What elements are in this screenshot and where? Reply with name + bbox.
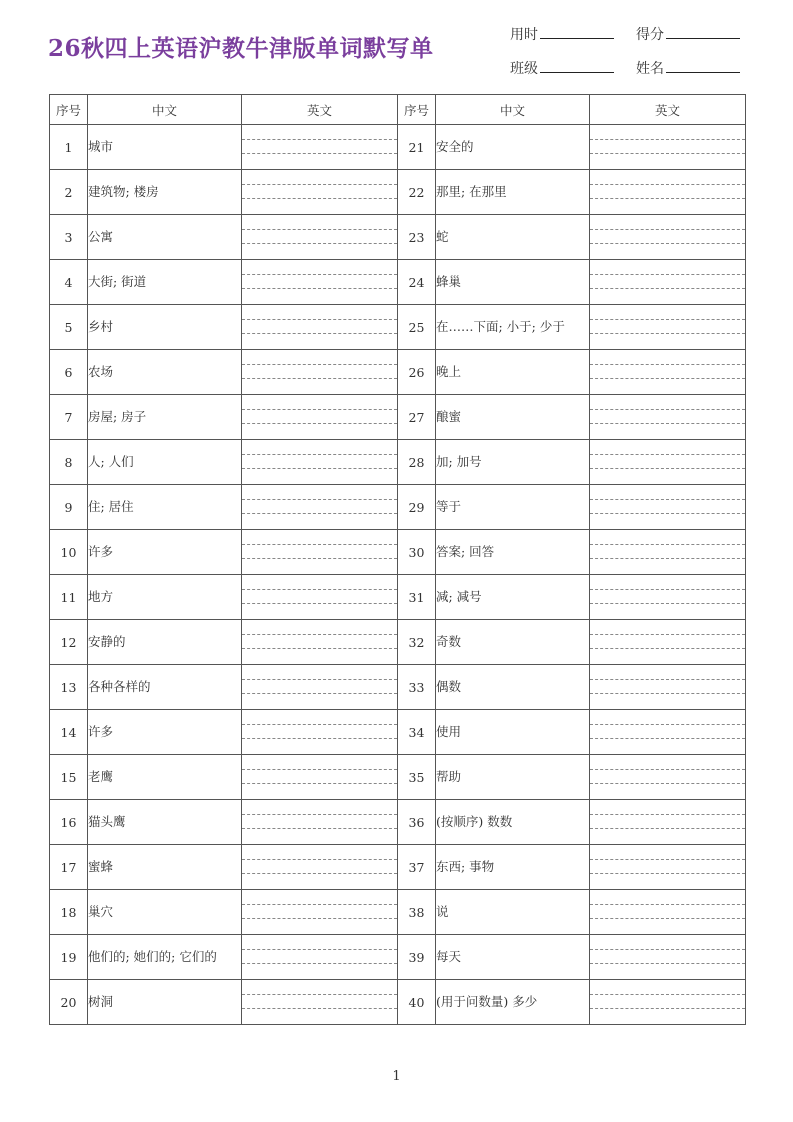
- chinese-meaning: 房屋; 房子: [88, 395, 242, 440]
- name-blank[interactable]: [666, 58, 740, 73]
- word-table: [49, 94, 746, 1025]
- table-row: [50, 350, 746, 395]
- writing-guide-line: [590, 679, 745, 680]
- writing-guide-line: [590, 1008, 745, 1009]
- chinese-meaning: 住; 居住: [88, 485, 242, 530]
- writing-guide-line: [242, 603, 397, 604]
- chinese-meaning: 等于: [436, 485, 590, 530]
- writing-guide-line: [590, 544, 745, 545]
- english-answer-blank[interactable]: [242, 665, 398, 710]
- word-number: 17: [50, 845, 88, 890]
- writing-guide-line: [242, 184, 397, 185]
- table-row: [50, 170, 746, 215]
- writing-guide-line: [590, 873, 745, 874]
- table-row: [50, 800, 746, 845]
- table-row: [50, 890, 746, 935]
- chinese-meaning: 在……下面; 小于; 少于: [436, 305, 590, 350]
- chinese-meaning: 建筑物; 楼房: [88, 170, 242, 215]
- english-answer-blank[interactable]: [590, 260, 746, 305]
- english-answer-blank[interactable]: [590, 575, 746, 620]
- chinese-meaning: 猫头鹰: [88, 800, 242, 845]
- writing-guide-line: [590, 994, 745, 995]
- word-number: 27: [398, 395, 436, 440]
- word-number: 32: [398, 620, 436, 665]
- time-label: 用时: [510, 27, 538, 43]
- english-answer-blank[interactable]: [242, 980, 398, 1025]
- word-number: 11: [50, 575, 88, 620]
- writing-guide-line: [590, 499, 745, 500]
- writing-guide-line: [590, 409, 745, 410]
- writing-guide-line: [590, 198, 745, 199]
- chinese-meaning: 每天: [436, 935, 590, 980]
- writing-guide-line: [242, 783, 397, 784]
- word-number: 13: [50, 665, 88, 710]
- class-label: 班级: [510, 61, 538, 77]
- writing-guide-line: [590, 814, 745, 815]
- chinese-meaning: 人; 人们: [88, 440, 242, 485]
- writing-guide-line: [242, 288, 397, 289]
- word-number: 19: [50, 935, 88, 980]
- writing-guide-line: [242, 693, 397, 694]
- writing-guide-line: [242, 468, 397, 469]
- chinese-meaning: 晚上: [436, 350, 590, 395]
- writing-guide-line: [242, 634, 397, 635]
- table-row: [50, 845, 746, 890]
- word-number: 26: [398, 350, 436, 395]
- writing-guide-line: [590, 153, 745, 154]
- english-answer-blank[interactable]: [242, 485, 398, 530]
- word-number: 14: [50, 710, 88, 755]
- word-number: 39: [398, 935, 436, 980]
- writing-guide-line: [590, 139, 745, 140]
- header-zh: 中文: [88, 95, 242, 125]
- english-answer-blank[interactable]: [242, 125, 398, 170]
- chinese-meaning: 减; 减号: [436, 575, 590, 620]
- chinese-meaning: 农场: [88, 350, 242, 395]
- word-number: 16: [50, 800, 88, 845]
- english-answer-blank[interactable]: [242, 395, 398, 440]
- header-zh: 中文: [436, 95, 590, 125]
- chinese-meaning: 蛇: [436, 215, 590, 260]
- word-number: 38: [398, 890, 436, 935]
- chinese-meaning: 巢穴: [88, 890, 242, 935]
- english-answer-blank[interactable]: [242, 755, 398, 800]
- chinese-meaning: 树洞: [88, 980, 242, 1025]
- chinese-meaning: 大街; 街道: [88, 260, 242, 305]
- writing-guide-line: [590, 949, 745, 950]
- english-answer-blank[interactable]: [590, 485, 746, 530]
- table-row: [50, 260, 746, 305]
- word-number: 6: [50, 350, 88, 395]
- writing-guide-line: [242, 333, 397, 334]
- chinese-meaning: 偶数: [436, 665, 590, 710]
- word-number: 18: [50, 890, 88, 935]
- writing-guide-line: [242, 499, 397, 500]
- english-answer-blank[interactable]: [590, 665, 746, 710]
- word-number: 1: [50, 125, 88, 170]
- word-number: 37: [398, 845, 436, 890]
- writing-guide-line: [242, 454, 397, 455]
- word-number: 4: [50, 260, 88, 305]
- writing-guide-line: [590, 904, 745, 905]
- writing-guide-line: [242, 949, 397, 950]
- table-row: [50, 710, 746, 755]
- word-number: 31: [398, 575, 436, 620]
- writing-guide-line: [242, 423, 397, 424]
- english-answer-blank[interactable]: [242, 800, 398, 845]
- writing-guide-line: [590, 558, 745, 559]
- writing-guide-line: [590, 243, 745, 244]
- writing-guide-line: [242, 963, 397, 964]
- writing-guide-line: [590, 724, 745, 725]
- writing-guide-line: [242, 724, 397, 725]
- chinese-meaning: 许多: [88, 530, 242, 575]
- writing-guide-line: [242, 814, 397, 815]
- word-number: 35: [398, 755, 436, 800]
- english-answer-blank[interactable]: [242, 530, 398, 575]
- english-answer-blank[interactable]: [242, 260, 398, 305]
- writing-guide-line: [590, 454, 745, 455]
- time-blank[interactable]: [540, 24, 614, 39]
- writing-guide-line: [590, 589, 745, 590]
- word-number: 7: [50, 395, 88, 440]
- page-title: 26秋四上英语沪教牛津版单词默写单: [48, 35, 434, 62]
- writing-guide-line: [242, 243, 397, 244]
- name-field: [636, 58, 740, 78]
- writing-guide-line: [590, 603, 745, 604]
- writing-guide-line: [590, 783, 745, 784]
- writing-guide-line: [590, 828, 745, 829]
- chinese-meaning: 城市: [88, 125, 242, 170]
- english-answer-blank[interactable]: [590, 440, 746, 485]
- writing-guide-line: [242, 738, 397, 739]
- score-field: [636, 24, 740, 44]
- english-answer-blank[interactable]: [590, 350, 746, 395]
- english-answer-blank[interactable]: [590, 530, 746, 575]
- english-answer-blank[interactable]: [590, 935, 746, 980]
- table-row: [50, 215, 746, 260]
- table-row: [50, 575, 746, 620]
- writing-guide-line: [242, 319, 397, 320]
- chinese-meaning: 各种各样的: [88, 665, 242, 710]
- writing-guide-line: [590, 693, 745, 694]
- writing-guide-line: [590, 769, 745, 770]
- chinese-meaning: 地方: [88, 575, 242, 620]
- writing-guide-line: [590, 738, 745, 739]
- chinese-meaning: 酿蜜: [436, 395, 590, 440]
- table-row: [50, 305, 746, 350]
- table-row: [50, 395, 746, 440]
- word-number: 21: [398, 125, 436, 170]
- writing-guide-line: [242, 1008, 397, 1009]
- writing-guide-line: [590, 963, 745, 964]
- english-answer-blank[interactable]: [590, 125, 746, 170]
- table-row: [50, 935, 746, 980]
- writing-guide-line: [590, 378, 745, 379]
- writing-guide-line: [590, 319, 745, 320]
- class-field: [510, 58, 614, 78]
- table-row: [50, 485, 746, 530]
- header-num: 序号: [398, 95, 436, 125]
- english-answer-blank[interactable]: [590, 395, 746, 440]
- writing-guide-line: [242, 873, 397, 874]
- word-number: 8: [50, 440, 88, 485]
- writing-guide-line: [590, 859, 745, 860]
- header-en: 英文: [242, 95, 398, 125]
- word-number: 12: [50, 620, 88, 665]
- english-answer-blank[interactable]: [242, 350, 398, 395]
- writing-guide-line: [242, 994, 397, 995]
- writing-guide-line: [242, 769, 397, 770]
- writing-guide-line: [590, 333, 745, 334]
- english-answer-blank[interactable]: [242, 620, 398, 665]
- chinese-meaning: 安全的: [436, 125, 590, 170]
- writing-guide-line: [242, 558, 397, 559]
- writing-guide-line: [590, 634, 745, 635]
- name-label: 姓名: [636, 61, 664, 77]
- english-answer-blank[interactable]: [590, 170, 746, 215]
- class-blank[interactable]: [540, 58, 614, 73]
- chinese-meaning: 说: [436, 890, 590, 935]
- word-number: 9: [50, 485, 88, 530]
- word-number: 34: [398, 710, 436, 755]
- writing-guide-line: [590, 364, 745, 365]
- header-num: 序号: [50, 95, 88, 125]
- english-answer-blank[interactable]: [590, 755, 746, 800]
- english-answer-blank[interactable]: [590, 800, 746, 845]
- table-header: [50, 95, 746, 125]
- word-number: 20: [50, 980, 88, 1025]
- writing-guide-line: [590, 229, 745, 230]
- writing-guide-line: [242, 544, 397, 545]
- table-row: [50, 665, 746, 710]
- writing-guide-line: [242, 904, 397, 905]
- english-answer-blank[interactable]: [242, 845, 398, 890]
- table-row: [50, 440, 746, 485]
- table-row: [50, 530, 746, 575]
- writing-guide-line: [590, 288, 745, 289]
- word-number: 24: [398, 260, 436, 305]
- english-answer-blank[interactable]: [242, 440, 398, 485]
- word-number: 3: [50, 215, 88, 260]
- english-answer-blank[interactable]: [242, 890, 398, 935]
- writing-guide-line: [590, 423, 745, 424]
- word-number: 10: [50, 530, 88, 575]
- time-field: [510, 24, 614, 44]
- writing-guide-line: [242, 364, 397, 365]
- table-row: [50, 755, 746, 800]
- writing-guide-line: [242, 918, 397, 919]
- chinese-meaning: 安静的: [88, 620, 242, 665]
- chinese-meaning: 公寓: [88, 215, 242, 260]
- word-number: 15: [50, 755, 88, 800]
- word-number: 33: [398, 665, 436, 710]
- word-number: 23: [398, 215, 436, 260]
- chinese-meaning: 东西; 事物: [436, 845, 590, 890]
- writing-guide-line: [242, 378, 397, 379]
- word-number: 22: [398, 170, 436, 215]
- writing-guide-line: [590, 513, 745, 514]
- english-answer-blank[interactable]: [242, 575, 398, 620]
- writing-guide-line: [590, 184, 745, 185]
- chinese-meaning: 许多: [88, 710, 242, 755]
- chinese-meaning: 加; 加号: [436, 440, 590, 485]
- writing-guide-line: [242, 153, 397, 154]
- english-answer-blank[interactable]: [242, 710, 398, 755]
- writing-guide-line: [242, 409, 397, 410]
- score-label: 得分: [636, 27, 664, 43]
- english-answer-blank[interactable]: [242, 215, 398, 260]
- word-number: 40: [398, 980, 436, 1025]
- english-answer-blank[interactable]: [590, 305, 746, 350]
- page-number: 1: [392, 1069, 401, 1084]
- header-en: 英文: [590, 95, 746, 125]
- writing-guide-line: [242, 198, 397, 199]
- writing-guide-line: [242, 859, 397, 860]
- writing-guide-line: [242, 139, 397, 140]
- writing-guide-line: [242, 229, 397, 230]
- chinese-meaning: 那里; 在那里: [436, 170, 590, 215]
- chinese-meaning: 老鹰: [88, 755, 242, 800]
- english-answer-blank[interactable]: [590, 845, 746, 890]
- english-answer-blank[interactable]: [590, 215, 746, 260]
- word-number: 36: [398, 800, 436, 845]
- table-row: [50, 620, 746, 665]
- english-answer-blank[interactable]: [242, 305, 398, 350]
- english-answer-blank[interactable]: [590, 620, 746, 665]
- chinese-meaning: (用于问数量) 多少: [436, 980, 590, 1025]
- chinese-meaning: 蜜蜂: [88, 845, 242, 890]
- word-number: 5: [50, 305, 88, 350]
- writing-guide-line: [242, 513, 397, 514]
- chinese-meaning: 答案; 回答: [436, 530, 590, 575]
- writing-guide-line: [242, 679, 397, 680]
- word-number: 30: [398, 530, 436, 575]
- english-answer-blank[interactable]: [590, 980, 746, 1025]
- writing-guide-line: [242, 828, 397, 829]
- chinese-meaning: 他们的; 她们的; 它们的: [88, 935, 242, 980]
- chinese-meaning: 蜂巢: [436, 260, 590, 305]
- writing-guide-line: [590, 648, 745, 649]
- writing-guide-line: [590, 468, 745, 469]
- table-row: [50, 125, 746, 170]
- chinese-meaning: 奇数: [436, 620, 590, 665]
- english-answer-blank[interactable]: [242, 170, 398, 215]
- word-number: 25: [398, 305, 436, 350]
- table-row: [50, 980, 746, 1025]
- score-blank[interactable]: [666, 24, 740, 39]
- english-answer-blank[interactable]: [242, 935, 398, 980]
- chinese-meaning: 使用: [436, 710, 590, 755]
- writing-guide-line: [242, 589, 397, 590]
- word-number: 29: [398, 485, 436, 530]
- english-answer-blank[interactable]: [590, 710, 746, 755]
- english-answer-blank[interactable]: [590, 890, 746, 935]
- chinese-meaning: 乡村: [88, 305, 242, 350]
- writing-guide-line: [590, 274, 745, 275]
- word-number: 28: [398, 440, 436, 485]
- chinese-meaning: 帮助: [436, 755, 590, 800]
- writing-guide-line: [242, 274, 397, 275]
- chinese-meaning: (按顺序) 数数: [436, 800, 590, 845]
- word-number: 2: [50, 170, 88, 215]
- writing-guide-line: [590, 918, 745, 919]
- writing-guide-line: [242, 648, 397, 649]
